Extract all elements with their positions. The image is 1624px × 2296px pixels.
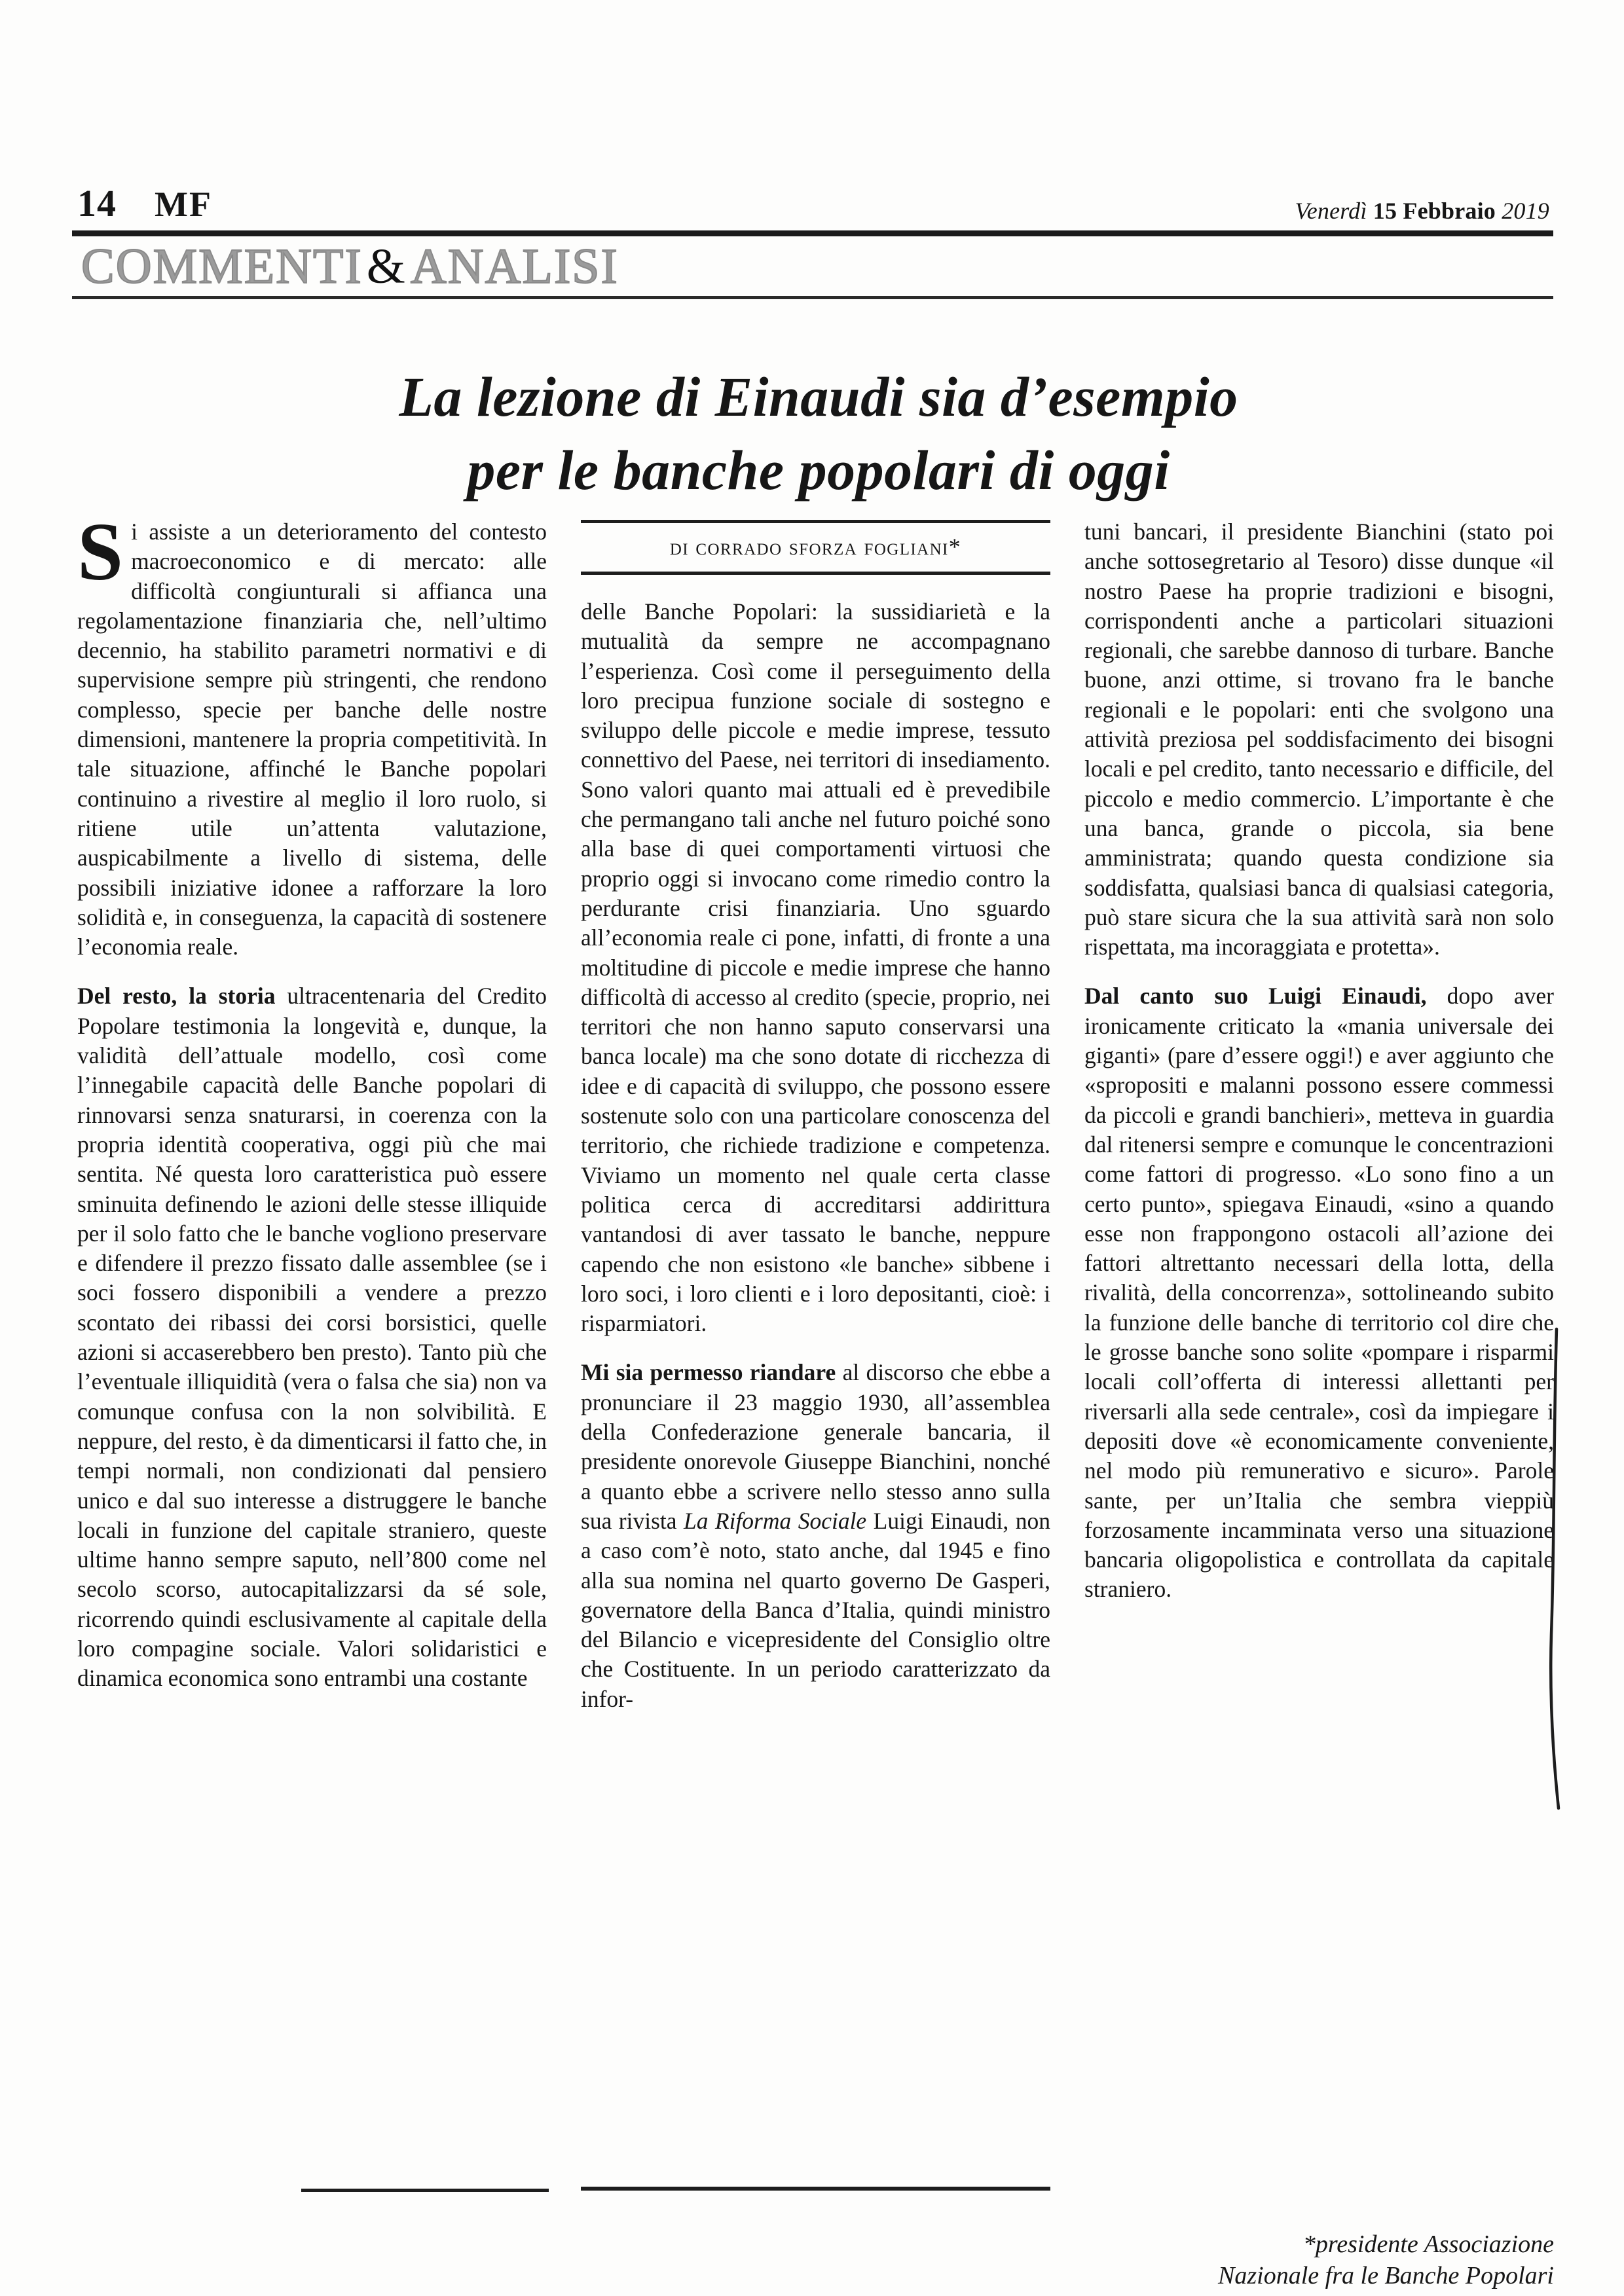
issue-date-month: Febbraio: [1403, 198, 1496, 224]
issue-date: [1295, 199, 1549, 223]
column-2-end-rule: [581, 2187, 1050, 2191]
paragraph-dal-canto-suo: [1084, 981, 1554, 1604]
article-column-2: [581, 517, 1050, 2154]
masthead: [77, 169, 1549, 223]
headline-line-1: La lezione di Einaudi sia d’esempio: [399, 365, 1238, 428]
article-column-3: [1084, 517, 1554, 2289]
author-credit-line-1: *presidente Associazione: [1302, 2231, 1554, 2258]
byline-author: corrado sforza fogliani: [695, 534, 949, 560]
byline-prefix: di: [669, 534, 689, 560]
paragraph-dal-canto-suo-text: dopo aver ironicamente criticato la «mania universale dei giganti» (pare d’essere oggi!) e aver aggiunto che «spropositi e malanni possono essere commessi da piccoli e grandi banchieri», metteva in guardia dal ritenersi sempre e comunque le concentrazioni come fattori di progresso. «Lo sono fino a un certo punto», spiegava Einaudi, «sino a quando esse non frappongono ostacoli all’azione dei fattori altrettanto necessari della lotta, della rivalità, della concorrenza», sottolineando subito la funzione delle banche di territorio col dire che le grosse banche sono solite «pompare i risparmi locali coll’offerta di interessi allettanti per riversarli alla sede centrale», così da impiegare i depositi dove «è economicamente conveniente, nel modo più remunerativo e sicuro». Parole sante, per un’Italia che sembra vieppiù forzosamente incamminata verso una situazione bancaria oligopolistica e controllata da capitale straniero.: [1084, 983, 1554, 1603]
page-title: [138, 360, 1500, 507]
section-title: [81, 241, 1548, 292]
author-credit: [1102, 2229, 1554, 2291]
byline: [581, 520, 1050, 575]
paragraph-mi-sia-permesso-text-a: al discorso che ebbe a pronunciare il 23 maggio 1930, all’assemblea della Confederazione generale bancaria, il presidente onorevole Giuseppe Bianchini, nonché a quanto ebbe a scrivere nello stesso anno sulla sua rivista: [581, 1359, 1050, 1534]
paragraph-mi-sia-permesso: [581, 1358, 1050, 1714]
masthead-left: [77, 182, 212, 225]
section-divider-rule: [72, 296, 1553, 299]
paragraph-del-resto: [77, 981, 547, 1693]
section-title-commenti: COMMENTI: [81, 239, 363, 294]
page-number: 14: [77, 182, 117, 225]
issue-date-year: 2019: [1502, 198, 1549, 224]
issue-date-day: 15: [1373, 198, 1397, 224]
paragraph-intro: Si assiste a un deterioramento del contesto macroeconomico e di mercato: alle difficoltà congiunturali si affianca una regolamentazione finanziaria che, nell’ultimo decennio, ha stabilito parametri normativi e di supervisione sempre più stringenti, che rendono complesso, specie per banche delle nostre dimensioni, mantenere la propria competitività. In tale situazione, affinché le Banche popolari continuino a rivestire al meglio il loro ruolo, si ritiene utile un’attenta valutazione, auspicabilmente a livello di sistema, delle possibili iniziative idonee a rafforzare la loro solidità e, in conseguenza, la capacità di sostenere l’economia reale.: [77, 507, 547, 960]
paragraph-infortuni-bancari: tuni bancari, il presidente Bianchini (stato poi anche sottosegretario al Tesoro) disse dunque «il nostro Paese ha proprie tradizioni e bisogni, corrispondenti anche a particolari situazioni regionali, che sarebbe dannoso di turbare. Banche buone, anzi ottime, si trovano fra le banche regionali e le popolari: enti che svolgono una attività preziosa pel soddisfacimento dei bisogni locali e pel credito, tanto necessario e difficile, del piccolo e medio commercio. L’importante è che una banca, grande o piccola, sia bene amministrata; quando questa condizione sia soddisfatta, qualsiasi banca di qualsiasi categoria, può stare sicura che la sua attività sarà non solo rispettata, ma incoraggiata e protetta».: [1084, 519, 1554, 960]
headline-line-2: per le banche popolari di oggi: [467, 438, 1170, 501]
section-title-ampersand: &: [366, 239, 407, 294]
issue-date-weekday: Venerdì: [1295, 198, 1367, 224]
article-column-1: [77, 507, 547, 2154]
paragraph-lead-in-mi-sia-permesso: Mi sia permesso riandare: [581, 1359, 836, 1386]
paragraph-lead-in-del-resto: Del resto, la storia: [77, 983, 276, 1010]
column-1-end-rule: [301, 2189, 549, 2192]
paragraph-lead-in-dal-canto-suo: Dal canto suo Luigi Einaudi,: [1084, 983, 1427, 1010]
paragraph-mi-sia-permesso-text-b: Luigi Einaudi, non a caso com’è noto, stato anche, dal 1945 e fino alla sua nomina nel quarto governo De Gasperi, governatore della Banca d’Italia, quindi ministro del Bilancio e vicepresidente del Consiglio oltre che Costituente. In un periodo caratterizzato da infor-: [581, 1507, 1050, 1712]
paragraph-del-resto-text: ultracentenaria del Credito Popolare testimonia la longevità e, dunque, la validità dell’attuale modello, così come l’innegabile capacità delle Banche popolari di rinnovarsi senza snaturarsi, in coerenza con la propria identità cooperativa, oggi più che mai sentita. Né questa loro caratteristica può essere sminuita definendo le azioni delle stesse illiquide per il solo fatto che le banche vogliono preservare e difendere il prezzo fissato dalle assemblee (se i soci fossero disponibili a vendere a prezzo scontato dei ribassi dei corsi borsistici, quelle azioni si accaserebbero ben presto). Tanto più che l’eventuale illiquidità (vera o falsa che sia) non va comunque confusa con la non solvibilità. E neppure, del resto, è da dimenticarsi il fatto che, in tempi normali, non condizionati dal pensiero unico e dal suo interesse a distruggere le banche locali in funzione del capitale straniero, queste ultime hanno sempre saputo, nell’800 come nel secolo scorso, autocapitalizzarsi da sé sole, ricorrendo quindi esclusivamente al capitale della loro compagine sociale. Valori solidaristici e dinamica economica sono entrambi una costante: [77, 983, 547, 1692]
publication-title-riforma-sociale: La Riforma Sociale: [683, 1507, 867, 1534]
section-title-analisi: ANALISI: [410, 239, 619, 294]
paper-name: MF: [155, 185, 212, 224]
masthead-divider-rule: [72, 230, 1553, 236]
author-credit-line-2: Nazionale fra le Banche Popolari: [1218, 2262, 1554, 2289]
byline-asterisk: *: [948, 534, 962, 560]
paragraph-banche-popolari: delle Banche Popolari: la sussidiarietà e la mutualità da sempre ne accompagnano l’esperienza. Così come il perseguimento della loro precipua funzione sociale di sostegno e sviluppo delle piccole e medie imprese, tessuto connettivo del Paese, nei territori di insediamento. Sono valori quanto mai attuali ed è prevedibile che permangano tali anche nel futuro poiché sono alla base di quei comportamenti virtuosi che proprio oggi si invocano come rimedio contro la perdurante crisi finanziaria. Uno sguardo all’economia reale ci pone, infatti, di fronte a una moltitudine di piccole e medie imprese che hanno difficoltà di accesso al credito (specie, proprio, nei territori che non hanno saputo conservarsi una banca locale) ma che sono dotate di ricchezza di idee e di capacità di sviluppo, che possono essere sostenute solo con una particolare conoscenza del territorio, che richiede tradizione e competenza. Viviamo un momento nel quale certa classe politica cerca di accreditarsi addirittura vantandosi di aver tassato le banche, neppure capendo che non esistono «le banche» sibbene i loro soci, i loro clienti e i loro depositanti, cioè: i risparmiatori.: [581, 598, 1050, 1337]
article-columns: [77, 507, 1555, 2289]
